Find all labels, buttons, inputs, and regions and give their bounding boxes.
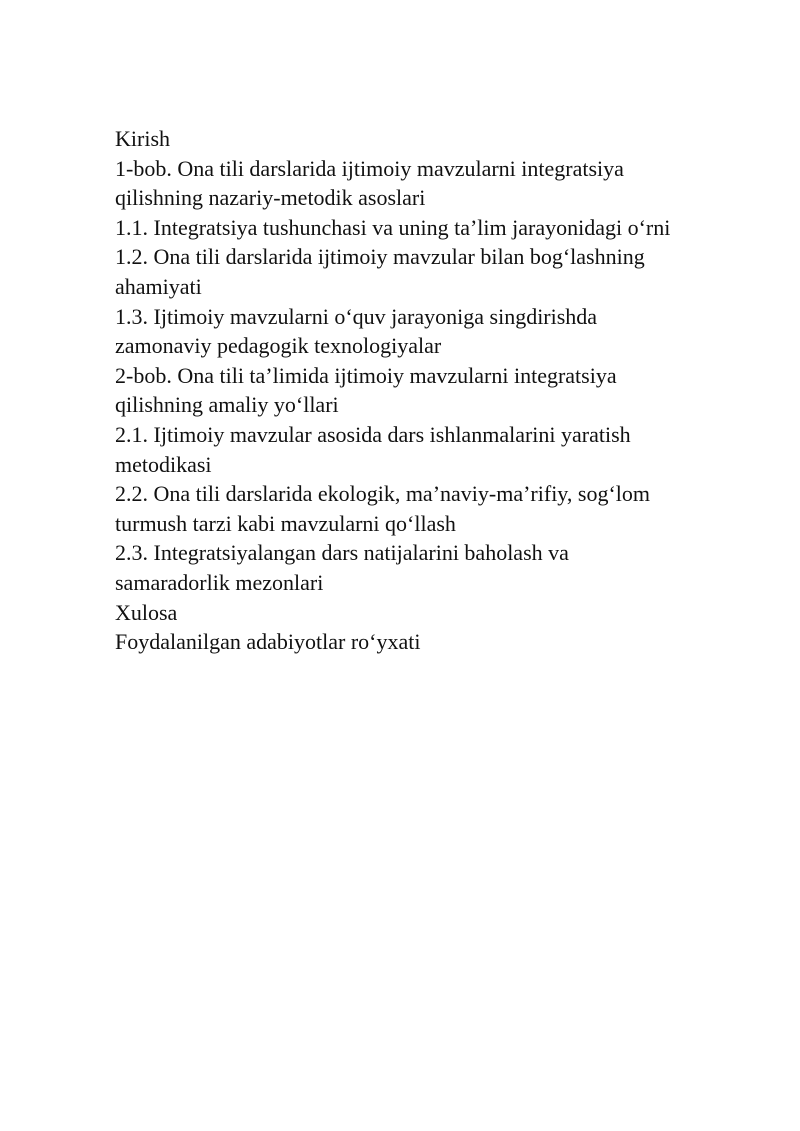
toc-entry-chapter-2 bbox=[115, 361, 765, 420]
toc-line: qilishning amaliy yo‘llari bbox=[115, 392, 339, 418]
toc-entry-references bbox=[115, 627, 765, 657]
toc-line: qilishning nazariy-metodik asoslari bbox=[115, 185, 426, 211]
toc-line: 1.3. Ijtimoiy mavzularni o‘quv jarayoniga singdirishda bbox=[115, 303, 598, 329]
toc-line: 1.1. Integratsiya tushunchasi va uning ta’lim jarayonidagi o‘rni bbox=[115, 214, 671, 240]
toc-entry-section-2-1 bbox=[115, 420, 765, 479]
toc-line: 2.3. Integratsiyalangan dars natijalarini baholash va bbox=[115, 540, 569, 566]
toc-line: 2.2. Ona tili darslarida ekologik, ma’naviy-ma’rifiy, sog‘lom bbox=[115, 481, 650, 507]
toc-line: samaradorlik mezonlari bbox=[115, 569, 324, 595]
toc-entry-section-2-3 bbox=[115, 538, 765, 597]
toc-line: 2-bob. Ona tili ta’limida ijtimoiy mavzularni integratsiya bbox=[115, 362, 617, 388]
toc-line: ahamiyati bbox=[115, 273, 202, 299]
toc-line: 1-bob. Ona tili darslarida ijtimoiy mavzularni integratsiya bbox=[115, 155, 624, 181]
toc-entry-chapter-1 bbox=[115, 154, 765, 213]
toc-line: 1.2. Ona tili darslarida ijtimoiy mavzular bilan bog‘lashning bbox=[115, 244, 645, 270]
toc-entry-introduction bbox=[115, 124, 765, 154]
toc-entry-section-1-2 bbox=[115, 242, 765, 301]
toc-line: zamonaviy pedagogik texnologiyalar bbox=[115, 333, 442, 359]
toc-line: turmush tarzi kabi mavzularni qo‘llash bbox=[115, 510, 456, 536]
toc-line: 2.1. Ijtimoiy mavzular asosida dars ishlanmalarini yaratish bbox=[115, 421, 631, 447]
toc-entry-section-1-1 bbox=[115, 213, 765, 243]
toc-line: metodikasi bbox=[115, 451, 212, 477]
toc-entry-section-2-2 bbox=[115, 479, 765, 538]
toc-line: Kirish bbox=[115, 126, 170, 151]
toc-line: Foydalanilgan adabiyotlar ro‘yxati bbox=[115, 629, 421, 655]
toc-entry-conclusion bbox=[115, 598, 765, 628]
toc-line: Xulosa bbox=[115, 599, 178, 625]
table-of-contents bbox=[115, 124, 765, 657]
toc-entry-section-1-3 bbox=[115, 302, 765, 361]
